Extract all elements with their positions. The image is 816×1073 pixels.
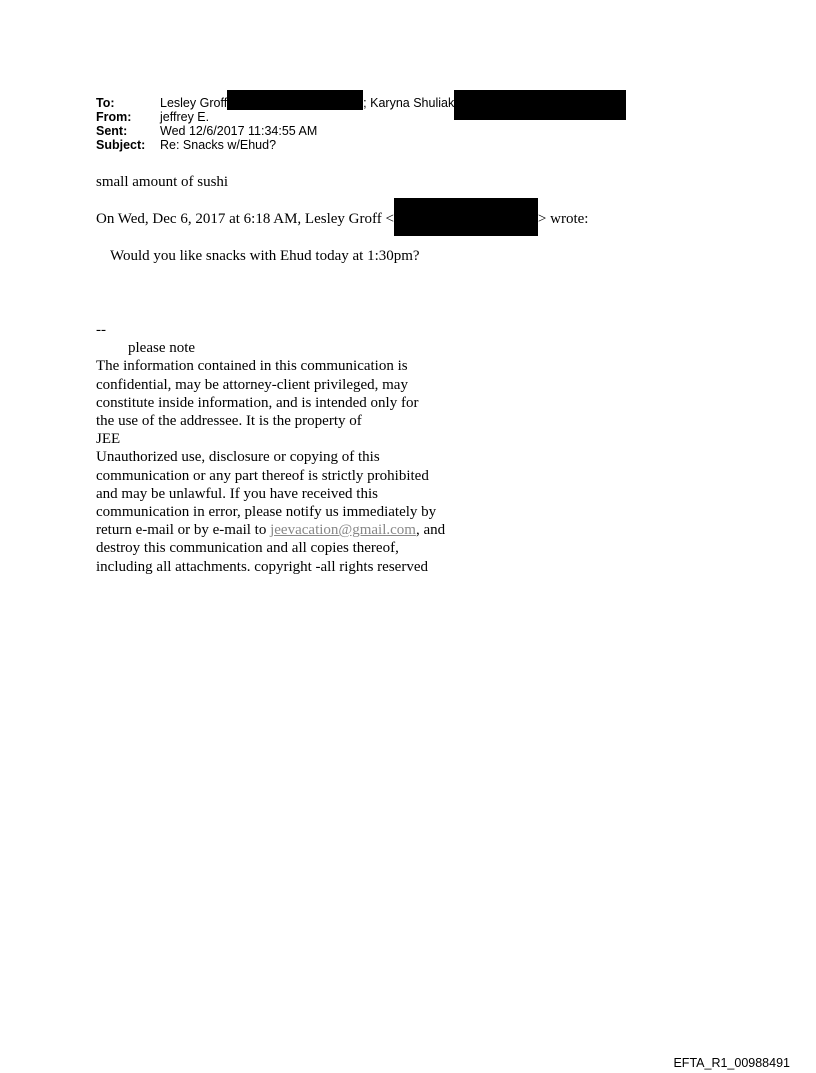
quote-intro [96,211,588,236]
sig-line: communication or any part thereof is strictly prohibited [96,467,429,484]
sent-label: Sent: [96,124,128,138]
to-name-1: Lesley Groff [160,96,228,110]
sig-line-suffix: , and [415,522,446,539]
from-value: jeffrey E. [160,110,210,124]
to-separator: ; Karyna Shuliak [363,96,455,110]
sig-line: including all attachments. copyright -all rights reserved [96,558,428,575]
redaction-box [227,90,363,110]
sig-line: The information contained in this communication is [96,358,408,375]
sig-line: and may be unlawful. If you have received this [96,485,378,502]
redaction-box [394,198,538,236]
sig-note-line [96,339,445,357]
sig-line: communication in error, please notify us immediately by [96,504,437,521]
reply-text: small amount of sushi [96,174,229,190]
sig-line: the use of the addressee. It is the property of [96,413,362,430]
sig-line: JEE [96,431,121,448]
sig-line: destroy this communication and all copies thereof, [96,540,399,557]
redaction-box [454,90,626,120]
sent-value: Wed 12/6/2017 11:34:55 AM [160,124,318,138]
from-label: From: [96,110,132,124]
sig-line-email [96,521,445,539]
sig-line: confidential, may be attorney-client privileged, may [96,376,408,393]
to-value [160,96,626,120]
signature-block [96,321,445,576]
email-link[interactable]: jeevacation@gmail.com [270,522,416,539]
quote-intro-suffix: > wrote: [537,211,589,227]
to-label: To: [96,96,115,110]
quote-intro-prefix: On Wed, Dec 6, 2017 at 6:18 AM, Lesley Groff < [96,211,394,227]
sig-dash: -- [96,322,106,338]
subject-label: Subject: [96,138,146,152]
quoted-message: Would you like snacks with Ehud today at 1:30pm? [110,248,420,264]
subject-value: Re: Snacks w/Ehud? [160,138,277,152]
document-id: EFTA_R1_00988491 [673,1056,790,1070]
sig-note: please note [128,340,196,357]
sig-line: constitute inside information, and is intended only for [96,394,419,411]
sig-line: Unauthorized use, disclosure or copying of this [96,449,380,466]
sig-line-prefix: return e-mail or by e-mail to [96,522,271,539]
